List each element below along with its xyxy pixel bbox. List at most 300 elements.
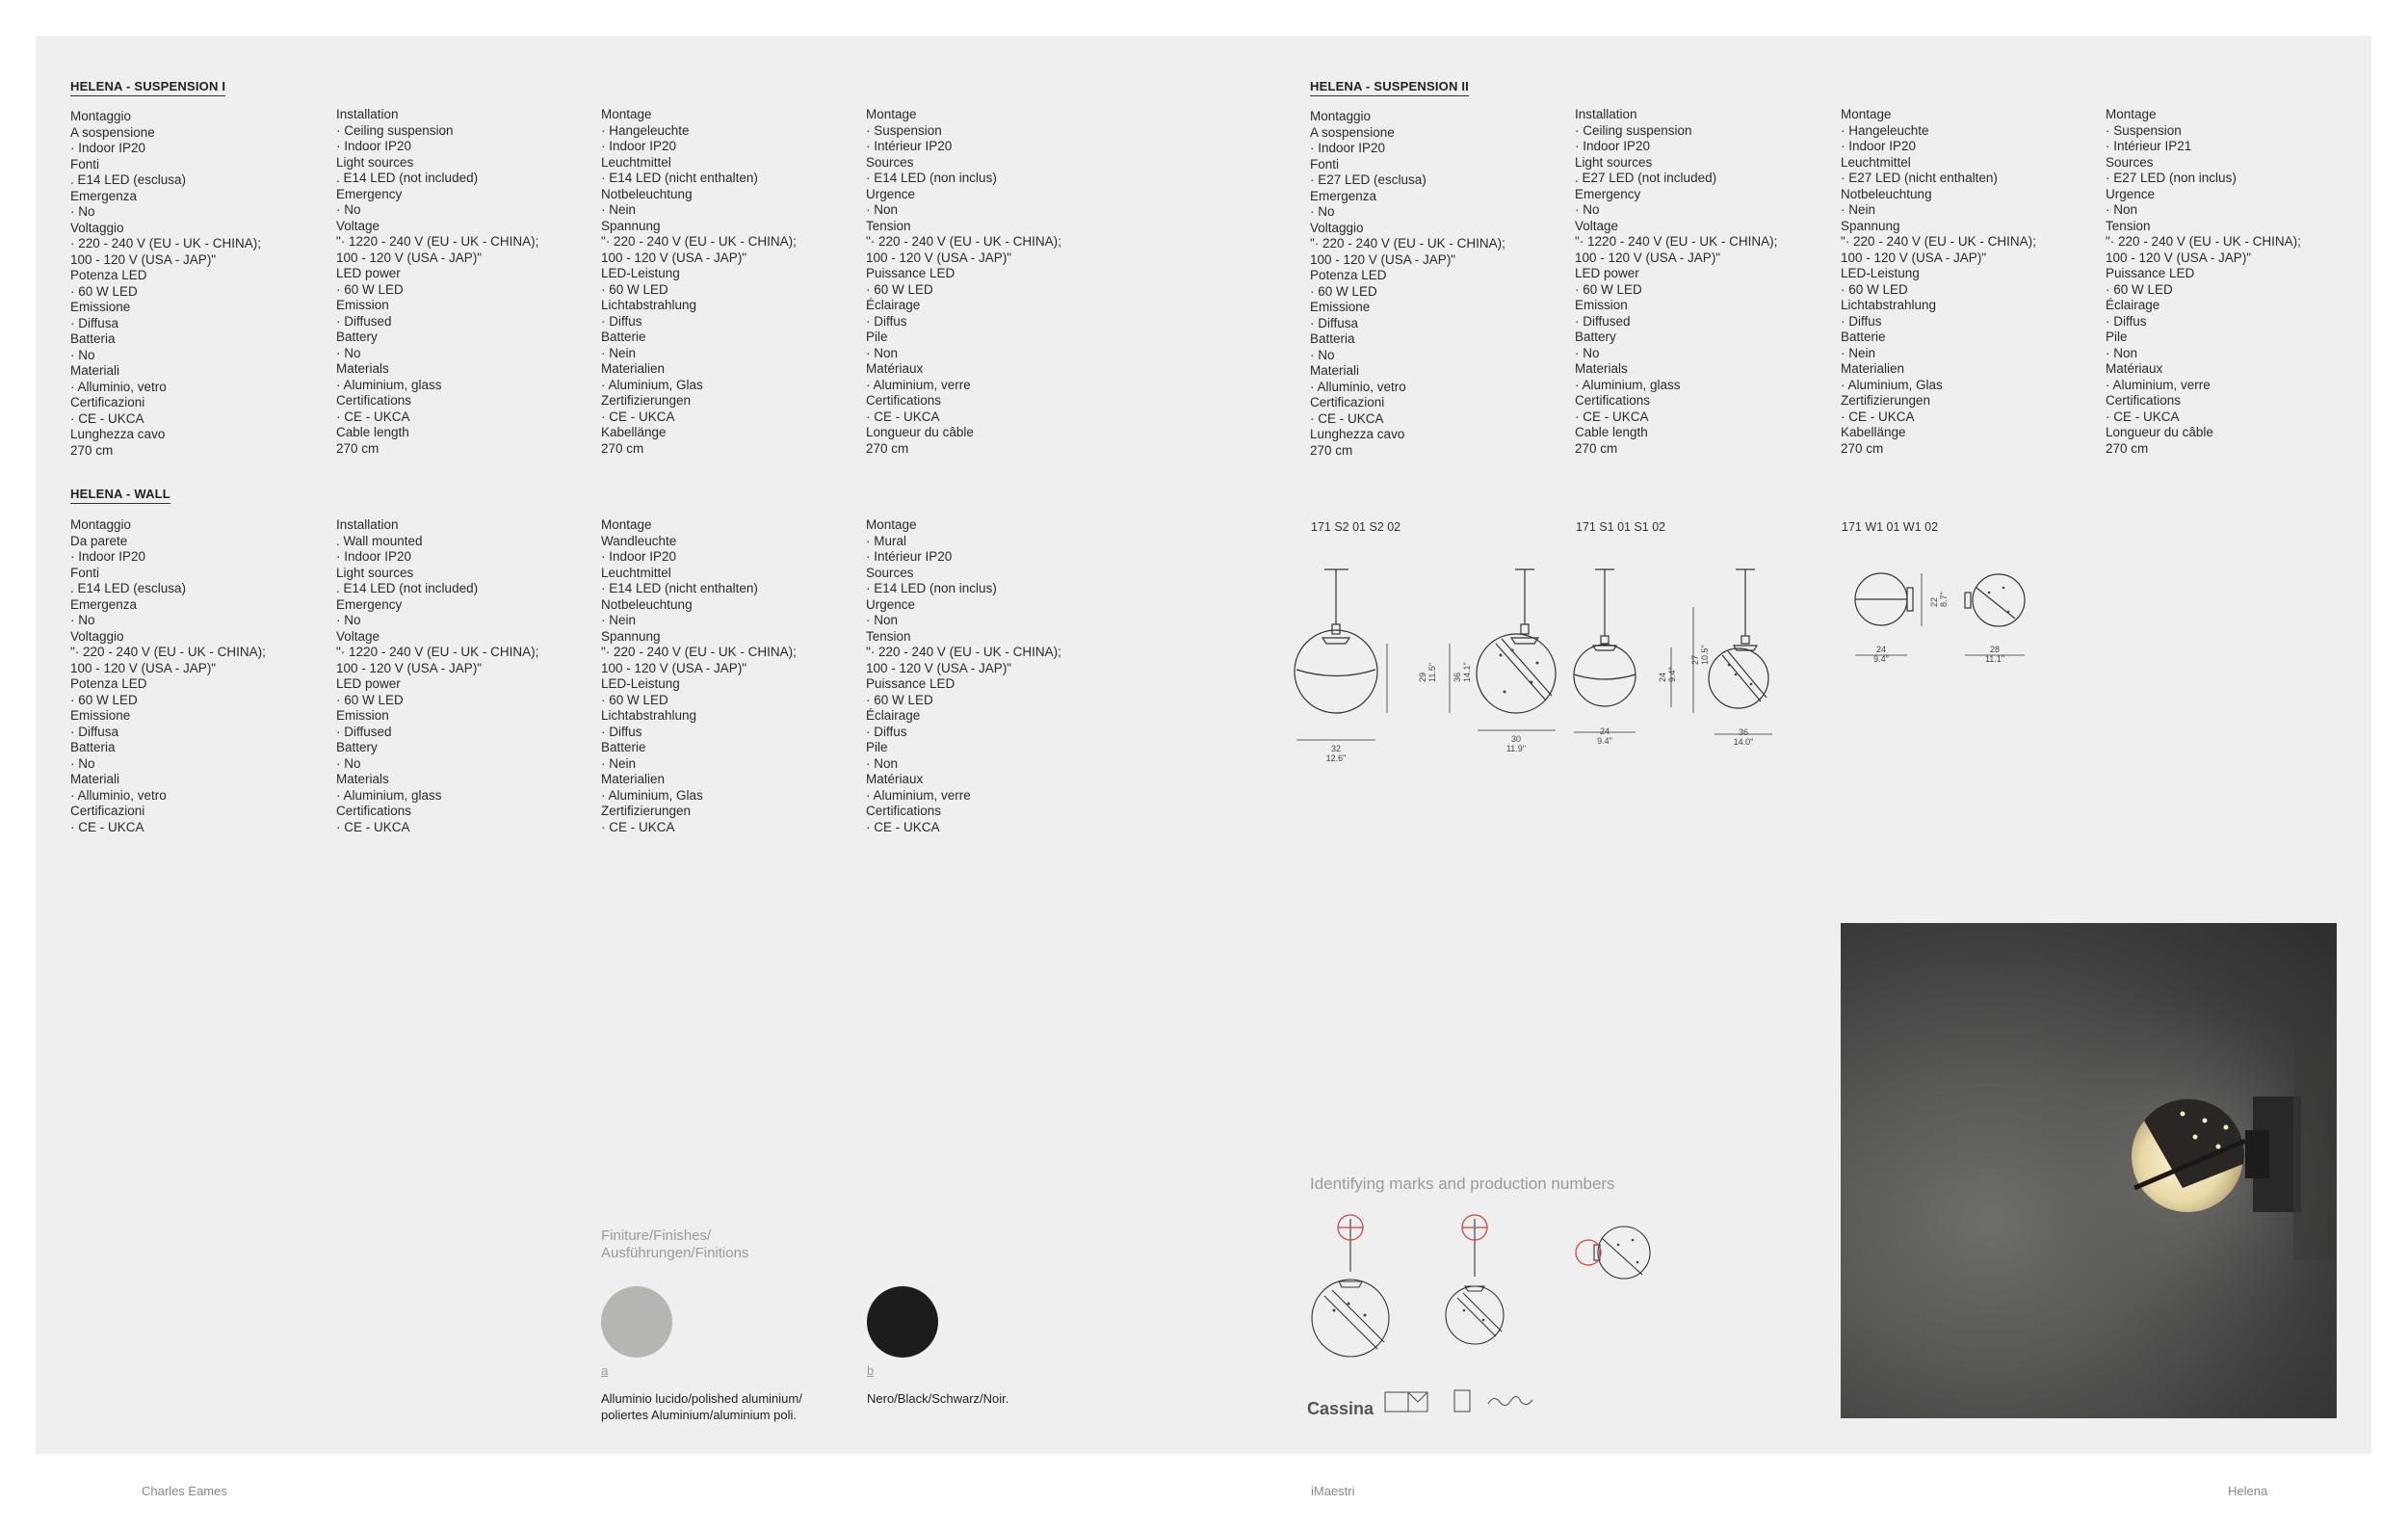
footer-product: Helena (2228, 1484, 2268, 1498)
spec-line: · Suspension (2106, 122, 2182, 138)
spec-line: Matériaux (2106, 361, 2163, 376)
spec-line: Batterie (601, 330, 646, 344)
spec-line: Leuchtmittel (1841, 154, 1911, 170)
spec-line: Notbeleuchtung (601, 186, 693, 201)
spec-line: · No (336, 345, 361, 360)
spec-line: Montaggio (70, 517, 132, 532)
dimension-label: 9.4" (1667, 667, 1677, 682)
spec-line: . E14 LED (esclusa) (70, 172, 187, 187)
spec-line: Light sources (336, 565, 414, 580)
spec-line: · Indoor IP20 (336, 139, 412, 153)
spec-line: · Indoor IP20 (336, 549, 412, 564)
spec-line: · Ceiling suspension (336, 122, 454, 138)
spec-line: · 60 W LED (601, 692, 668, 707)
spec-line: Lichtabstrahlung (601, 708, 697, 723)
spec-line: · Diffusa (70, 315, 119, 330)
spec-line: 100 - 120 V (USA - JAP)" (336, 660, 483, 675)
spec-line: · No (70, 613, 95, 627)
spec-line: Emission (1575, 298, 1628, 312)
spec-line: Pile (866, 740, 888, 754)
spec-column-fr (866, 517, 1126, 835)
spec-line: Voltage (336, 628, 380, 644)
spec-line: · Indoor IP20 (601, 549, 677, 564)
product-code: 171 S2 01 S2 02 (1311, 520, 1401, 534)
finish-label-line: poliertes Aluminium/aluminium poli. (601, 1408, 798, 1422)
spec-line: · No (1310, 204, 1335, 219)
dimension-label: 14.0" (1733, 737, 1754, 747)
spec-column-it (70, 517, 330, 835)
spec-line: · E14 LED (nicht enthalten) (601, 171, 758, 185)
spec-line: "· 220 - 240 V (EU - UK - CHINA); (601, 645, 797, 659)
spec-line: · 60 W LED (866, 692, 933, 707)
spec-line: · 60 W LED (336, 692, 404, 707)
spec-line: Urgence (866, 186, 916, 201)
spec-line: Emergenza (70, 188, 138, 203)
spec-line: Éclairage (866, 708, 921, 723)
dimension-label: 24 (1599, 726, 1610, 736)
spec-line: LED-Leistung (601, 676, 680, 691)
finish-label-line: Nero/Black/Schwarz/Noir. (867, 1391, 1009, 1406)
technical-drawings (1291, 559, 2042, 771)
spec-line: Kabellänge (1841, 425, 1906, 439)
dimension-label: 36 (1453, 672, 1462, 682)
spec-line: "· 220 - 240 V (EU - UK - CHINA); (70, 645, 266, 659)
spec-line: · Diffus (866, 724, 907, 739)
spec-line: Materialien (601, 361, 666, 376)
spec-line: 270 cm (70, 442, 114, 458)
spec-line: Tension (866, 628, 911, 644)
spec-line: Batterie (601, 740, 646, 754)
spec-line: Montage (1841, 107, 1892, 121)
spec-line: Materiali (70, 363, 120, 378)
spec-line: 100 - 120 V (USA - JAP)" (2106, 250, 2252, 265)
spec-line: Kabellänge (601, 425, 667, 439)
spec-line: 100 - 120 V (USA - JAP)" (866, 660, 1012, 675)
spec-line: 270 cm (336, 440, 380, 456)
spec-line: "· 1220 - 240 V (EU - UK - CHINA); (1575, 234, 1778, 249)
spec-column-de (601, 107, 861, 457)
spec-line: LED power (336, 266, 401, 280)
spec-line: "· 220 - 240 V (EU - UK - CHINA); (1841, 234, 2036, 249)
spec-line: Notbeleuchtung (601, 596, 693, 612)
dimension-label: 22 (1929, 596, 1939, 607)
spec-line: "· 220 - 240 V (EU - UK - CHINA); (866, 645, 1061, 659)
spec-line: · No (336, 202, 361, 217)
dimension-label: 10.5" (1700, 645, 1710, 665)
spec-line: · No (70, 347, 95, 362)
finish-label (601, 1390, 802, 1423)
spec-column-en (336, 107, 596, 457)
spec-line: · No (1575, 345, 1600, 360)
spec-line: Certifications (866, 393, 942, 408)
spec-line: Puissance LED (2106, 266, 2195, 280)
spec-line: · No (336, 755, 361, 771)
spec-line: LED-Leistung (601, 266, 680, 280)
spec-line: Materiali (70, 772, 120, 786)
spec-line: Materials (336, 361, 389, 376)
product-code: 171 W1 01 W1 02 (1842, 520, 1939, 534)
spec-column-de (601, 517, 861, 835)
spec-line: · CE - UKCA (866, 819, 940, 834)
spec-line: Certificazioni (1310, 395, 1385, 409)
spec-line: "· 1220 - 240 V (EU - UK - CHINA); (336, 645, 539, 659)
spec-line: · Nein (1841, 345, 1876, 360)
spec-line: · Intérieur IP21 (2106, 139, 2192, 153)
spec-line: 100 - 120 V (USA - JAP)" (601, 660, 747, 675)
spec-line: · Nein (1841, 202, 1876, 217)
dimension-label: 8.7" (1939, 592, 1949, 607)
dimension-label: 29 (1418, 672, 1427, 682)
spec-line: Leuchtmittel (601, 154, 671, 170)
spec-line: Certifications (1575, 393, 1651, 408)
spec-line: · Indoor IP20 (1575, 139, 1651, 153)
spec-line: · Non (866, 202, 899, 217)
spec-line: Materials (1575, 361, 1628, 376)
spec-line: · 60 W LED (866, 281, 933, 297)
spec-line: 270 cm (866, 440, 909, 456)
product-code: 171 S1 01 S1 02 (1576, 520, 1666, 534)
spec-line: · Indoor IP20 (601, 139, 677, 153)
finishes-title-line: Ausführungen/Finitions (601, 1245, 749, 1261)
spec-line: Montage (2106, 107, 2157, 121)
spec-line: · E27 LED (nicht enthalten) (1841, 171, 1998, 185)
dimension-label: 30 (1510, 734, 1522, 744)
spec-line: · Indoor IP20 (1841, 139, 1917, 153)
spec-line: Voltaggio (1310, 220, 1364, 235)
spec-line: Voltaggio (70, 220, 124, 235)
spec-line: Notbeleuchtung (1841, 186, 1932, 201)
spec-column-it (70, 109, 330, 459)
spec-line: · Nein (601, 345, 637, 360)
spec-line: Emission (336, 708, 389, 723)
spec-line: · Non (2106, 202, 2138, 217)
spec-line: Matériaux (866, 772, 924, 786)
spec-line: Éclairage (866, 298, 921, 312)
dimension-label: 24 (1658, 672, 1667, 682)
finish-swatch-polished-aluminium (601, 1286, 672, 1358)
spec-column-en (336, 517, 596, 835)
spec-line: 100 - 120 V (USA - JAP)" (336, 250, 483, 265)
spec-line: . E27 LED (not included) (1575, 171, 1717, 185)
spec-line: Sources (866, 154, 914, 170)
spec-line: Cable length (1575, 425, 1648, 439)
spec-line: · Hangeleuchte (1841, 122, 1929, 138)
spec-line: Éclairage (2106, 298, 2160, 312)
spec-line: Sources (866, 565, 914, 580)
spec-column-it (1310, 109, 1570, 459)
spec-line: "· 220 - 240 V (EU - UK - CHINA); (601, 234, 797, 249)
dimension-label: 11.5" (1427, 662, 1437, 682)
spec-line: Lunghezza cavo (70, 427, 166, 441)
spec-line: 100 - 120 V (USA - JAP)" (866, 250, 1012, 265)
spec-line: 100 - 120 V (USA - JAP)" (1575, 250, 1721, 265)
spec-line: Leuchtmittel (601, 565, 671, 580)
spec-line: Battery (336, 740, 378, 754)
spec-line: · Intérieur IP20 (866, 139, 953, 153)
spec-line: Materialien (1841, 361, 1905, 376)
spec-line: Longueur du câble (2106, 425, 2213, 439)
spec-line: Zertifizierungen (601, 804, 692, 818)
spec-line: · Non (866, 755, 899, 771)
spec-line: Montaggio (70, 109, 132, 123)
spec-line: · Aluminium, verre (866, 377, 971, 392)
spec-line: · Aluminium, Glas (601, 377, 703, 392)
spec-line: Battery (1575, 330, 1616, 344)
spec-line: Certifications (336, 393, 412, 408)
spec-line: Batterie (1841, 330, 1886, 344)
spec-line: · CE - UKCA (336, 409, 410, 424)
spec-line: · E14 LED (nicht enthalten) (601, 581, 758, 595)
spec-line: Spannung (1841, 218, 1900, 233)
spec-line: · Mural (866, 533, 907, 548)
spec-line: Emergenza (70, 596, 138, 612)
spec-line: · Diffusa (70, 724, 119, 739)
spec-line: LED power (1575, 266, 1639, 280)
spec-line: Voltaggio (70, 628, 124, 644)
spec-line: . E14 LED (esclusa) (70, 581, 187, 595)
spec-line: · No (70, 755, 95, 771)
spec-line: · Indoor IP20 (70, 141, 146, 155)
spec-line: · CE - UKCA (2106, 409, 2180, 424)
spec-line: Emergenza (1310, 188, 1377, 203)
spec-line: · Nein (601, 613, 637, 627)
spec-line: 100 - 120 V (USA - JAP)" (601, 250, 747, 265)
dimension-label: 9.4" (1873, 654, 1889, 664)
spec-line: · Diffus (866, 313, 907, 329)
finishes-title-line: Finiture/Finishes/ (601, 1227, 712, 1244)
spec-line: · Aluminium, Glas (1841, 377, 1943, 392)
spec-line: 270 cm (601, 440, 644, 456)
spec-line: · Hangeleuchte (601, 122, 690, 138)
spec-line: · Diffused (336, 724, 392, 739)
spec-line: Lunghezza cavo (1310, 427, 1405, 441)
spec-line: Montage (866, 517, 917, 532)
spec-column-fr (2106, 107, 2366, 457)
spec-column-en (1575, 107, 1835, 457)
dimension-label: 14.1" (1462, 662, 1472, 682)
spec-line: Emission (336, 298, 389, 312)
dimension-label: 24 (1875, 645, 1887, 654)
cassina-logo: Cassina (1307, 1399, 1374, 1418)
spec-line: · CE - UKCA (1310, 410, 1384, 426)
spec-line: Emergency (1575, 186, 1641, 201)
spec-line: A sospensione (1310, 124, 1395, 140)
spec-line: Zertifizierungen (601, 393, 692, 408)
spec-line: Light sources (336, 154, 414, 170)
marks-drawings (1305, 1209, 1671, 1421)
finish-swatch-black (867, 1286, 938, 1358)
spec-line: · Alluminio, vetro (70, 787, 167, 803)
spec-line: Batteria (1310, 331, 1355, 346)
spec-line: Montage (601, 517, 652, 532)
dimension-label: 9.4" (1597, 736, 1612, 746)
spec-line: 270 cm (2106, 440, 2149, 456)
spec-line: · Nein (601, 202, 637, 217)
spec-line: · Aluminium, Glas (601, 787, 703, 803)
spec-line: · Diffused (336, 313, 392, 329)
spec-line: Puissance LED (866, 266, 955, 280)
finish-letter: a (601, 1363, 609, 1378)
spec-line: Potenza LED (1310, 268, 1387, 282)
spec-line: · Aluminium, glass (336, 787, 442, 803)
spec-line: · No (70, 204, 95, 219)
finishes-title (601, 1227, 748, 1262)
spec-line: Emissione (1310, 300, 1371, 314)
spec-line: · CE - UKCA (866, 409, 940, 424)
spec-line: Emissione (70, 708, 131, 723)
spec-line: Spannung (601, 218, 661, 233)
spec-line: "· 1220 - 240 V (EU - UK - CHINA); (336, 234, 539, 249)
spec-line: Spannung (601, 628, 661, 644)
spec-column-de (1841, 107, 2101, 457)
spec-line: · Alluminio, vetro (70, 379, 167, 394)
spec-line: Potenza LED (70, 268, 147, 282)
spec-line: · Non (866, 613, 899, 627)
spec-line: · E14 LED (non inclus) (866, 581, 997, 595)
spec-line: Voltage (1575, 218, 1619, 233)
spec-line: . Wall mounted (336, 533, 423, 548)
spec-line: Materialien (601, 772, 666, 786)
spec-line: Tension (866, 218, 911, 233)
spec-line: · CE - UKCA (336, 819, 410, 834)
spec-line: · Indoor IP20 (70, 549, 146, 564)
spec-line: Montage (866, 107, 917, 121)
spec-line: Emissione (70, 300, 131, 314)
spec-line: · Alluminio, vetro (1310, 379, 1406, 394)
spec-line: · Suspension (866, 122, 942, 138)
spec-line: · Aluminium, glass (1575, 377, 1681, 392)
spec-line: Zertifizierungen (1841, 393, 1931, 408)
spec-line: Batteria (70, 331, 116, 346)
spec-line: · CE - UKCA (70, 819, 144, 834)
spec-line: Certificazioni (70, 395, 145, 409)
spec-line: Certifications (2106, 393, 2182, 408)
spec-line: Fonti (1310, 156, 1340, 172)
product-photo (1841, 923, 2337, 1418)
spec-line: 100 - 120 V (USA - JAP)" (70, 660, 217, 675)
spec-line: 100 - 120 V (USA - JAP)" (70, 251, 217, 267)
spec-line: LED power (336, 676, 401, 691)
spec-line: Certifications (866, 804, 942, 818)
spec-line: Urgence (866, 596, 916, 612)
spec-line: · No (336, 613, 361, 627)
spec-line: LED-Leistung (1841, 266, 1920, 280)
spec-line: Certifications (336, 804, 412, 818)
spec-line: Installation (336, 517, 399, 532)
section-title-wall: HELENA - WALL (70, 487, 170, 504)
finish-letter: b (867, 1363, 875, 1378)
spec-line: · 60 W LED (1841, 281, 1908, 297)
spec-line: Light sources (1575, 154, 1653, 170)
spec-line: 100 - 120 V (USA - JAP)" (1310, 251, 1456, 267)
spec-line: · Aluminium, verre (866, 787, 971, 803)
marks-title: Identifying marks and production numbers (1310, 1175, 1615, 1193)
spec-line: · 60 W LED (2106, 281, 2173, 297)
spec-line: · 60 W LED (70, 692, 138, 707)
finish-label-line: Alluminio lucido/polished aluminium/ (601, 1391, 802, 1406)
spec-line: A sospensione (70, 124, 155, 140)
spec-line: Emergency (336, 186, 403, 201)
spec-line: · Non (2106, 345, 2138, 360)
spec-line: . E14 LED (not included) (336, 581, 479, 595)
dimension-label: 28 (1989, 645, 2001, 654)
spec-line: · 60 W LED (336, 281, 404, 297)
section-title-suspension-1: HELENA - SUSPENSION I (70, 79, 225, 96)
dimension-label: 32 (1330, 744, 1342, 753)
spec-line: · Diffus (601, 724, 642, 739)
spec-line: · Ceiling suspension (1575, 122, 1692, 138)
spec-column-fr (866, 107, 1126, 457)
spec-line: · Aluminium, glass (336, 377, 442, 392)
finish-label (867, 1390, 1008, 1407)
spec-line: Batteria (70, 740, 116, 754)
spec-line: · CE - UKCA (601, 819, 675, 834)
spec-line: · E27 LED (non inclus) (2106, 171, 2237, 185)
spec-line: "· 220 - 240 V (EU - UK - CHINA); (2106, 234, 2301, 249)
spec-line: Certificazioni (70, 804, 145, 818)
spec-line: Wandleuchte (601, 533, 677, 548)
spec-line: · Diffus (1841, 313, 1882, 329)
spec-line: Sources (2106, 154, 2154, 170)
dimension-label: 11.1" (1984, 654, 2005, 664)
spec-line: Installation (336, 107, 399, 121)
dimension-label: 12.6" (1325, 753, 1347, 763)
spec-line: · 60 W LED (70, 283, 138, 299)
spec-line: · 220 - 240 V (EU - UK - CHINA); (70, 236, 262, 251)
spec-line: 100 - 120 V (USA - JAP)" (1841, 250, 1987, 265)
spec-line: "· 220 - 240 V (EU - UK - CHINA); (866, 234, 1061, 249)
dimension-label: 27 (1690, 654, 1700, 665)
spec-line: · Non (866, 345, 899, 360)
spec-line: Emergency (336, 596, 403, 612)
spec-line: Cable length (336, 425, 409, 439)
spec-line: · 60 W LED (1310, 283, 1377, 299)
spec-line: Materiali (1310, 363, 1360, 378)
spec-line: 270 cm (1575, 440, 1618, 456)
spec-line: · CE - UKCA (1575, 409, 1649, 424)
dimension-label: 36 (1738, 727, 1749, 737)
spec-line: · CE - UKCA (1841, 409, 1915, 424)
spec-line: "· 220 - 240 V (EU - UK - CHINA); (1310, 236, 1505, 251)
spec-line: · Aluminium, verre (2106, 377, 2211, 392)
spec-line: Pile (866, 330, 888, 344)
dimension-label: 11.9" (1505, 744, 1527, 753)
spec-line: Lichtabstrahlung (1841, 298, 1937, 312)
spec-line: · Diffus (2106, 313, 2147, 329)
spec-line: Lichtabstrahlung (601, 298, 697, 312)
spec-line: · Diffusa (1310, 315, 1359, 330)
spec-line: · E14 LED (non inclus) (866, 171, 997, 185)
spec-line: Puissance LED (866, 676, 955, 691)
spec-line: · CE - UKCA (601, 409, 675, 424)
spec-line: · No (1310, 347, 1335, 362)
spec-line: 270 cm (1841, 440, 1884, 456)
spec-line: Fonti (70, 565, 100, 580)
spec-line: Voltage (336, 218, 380, 233)
spec-line: Potenza LED (70, 676, 147, 691)
spec-line: Installation (1575, 107, 1637, 121)
spec-line: · CE - UKCA (70, 410, 144, 426)
spec-line: · E27 LED (esclusa) (1310, 172, 1426, 187)
spec-line: Materials (336, 772, 389, 786)
spec-line: Battery (336, 330, 378, 344)
spec-line: Pile (2106, 330, 2128, 344)
spec-line: · Indoor IP20 (1310, 141, 1386, 155)
spec-line: Fonti (70, 156, 100, 172)
spec-line: · Intérieur IP20 (866, 549, 953, 564)
spec-line: Urgence (2106, 186, 2156, 201)
wall-lamp-image (1841, 923, 2337, 1418)
